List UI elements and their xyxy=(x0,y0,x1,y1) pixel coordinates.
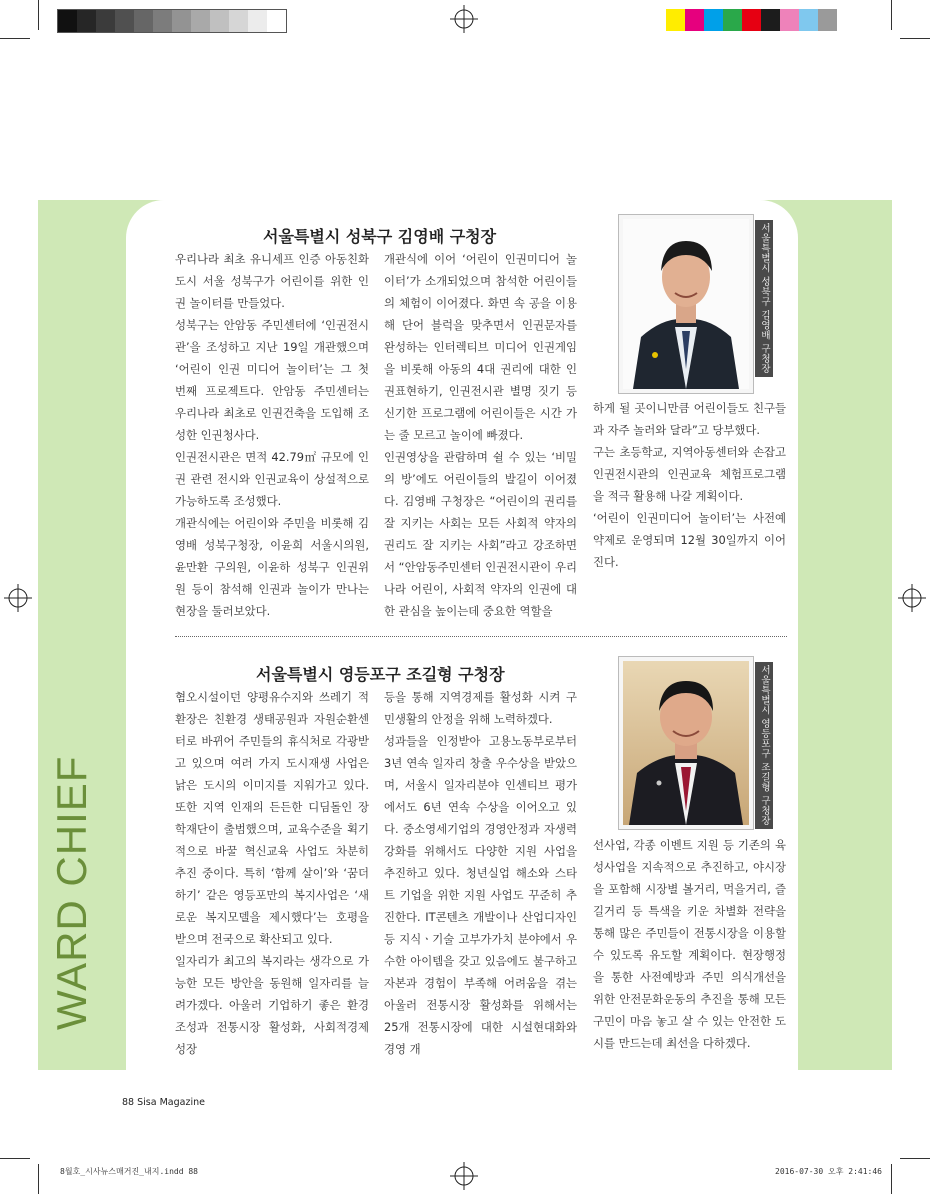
article1-heading: 서울특별시 성북구 김영배 구청장 xyxy=(263,227,497,246)
color-swatch xyxy=(742,9,761,31)
portrait-image xyxy=(623,219,749,389)
section-label: WARD CHIEF xyxy=(48,755,95,1030)
gray-swatch xyxy=(229,10,248,32)
process-color-bar xyxy=(666,9,837,31)
paragraph: 성북구는 안암동 주민센터에 ‘인권전시관’을 조성하고 지난 19일 개관했으며 ‘어린이 인권 미디어 놀이터’는 그 첫 번째 프로젝트다. 안암동 주민센터는 우리나라 최초로 인권건축을 도입해 조성한 인권청사다. xyxy=(175,318,369,442)
paragraph: 우리나라 최초 유니세프 인증 아동친화도시 서울 성북구가 어린이를 위한 인권 놀이터를 만들었다. xyxy=(175,252,369,310)
article2-photo-caption: 서울특별시 영등포구 조길형 구청장 xyxy=(755,662,773,829)
article1-photo xyxy=(618,214,754,394)
color-swatch xyxy=(666,9,685,31)
crop-mark xyxy=(900,1158,930,1159)
portrait-illustration-icon xyxy=(623,219,749,389)
article-divider xyxy=(175,636,787,637)
color-swatch xyxy=(704,9,723,31)
magazine-name: Sisa Magazine xyxy=(137,1097,205,1108)
article2-column-2 xyxy=(384,686,577,1060)
registration-mark-icon xyxy=(4,584,32,612)
registration-mark-icon xyxy=(450,1162,478,1190)
article2-heading: 서울특별시 영등포구 조길형 구청장 xyxy=(256,665,505,684)
crop-mark xyxy=(891,1164,892,1194)
portrait-illustration-icon xyxy=(623,661,749,825)
paragraph: 인권전시관은 면적 42.79㎡ 규모에 인권 관련 전시와 인권교육이 상설적으로 가능하도록 조성했다. xyxy=(175,450,369,508)
crop-mark xyxy=(0,1158,30,1159)
gray-swatch xyxy=(191,10,210,32)
gray-swatch xyxy=(172,10,191,32)
page-number: 88 xyxy=(122,1097,135,1108)
article2-column-1 xyxy=(175,686,369,1060)
gray-swatch xyxy=(58,10,77,32)
gray-swatch xyxy=(267,10,286,32)
article1-column-1 xyxy=(175,248,369,622)
crop-mark xyxy=(38,0,39,30)
paragraph: 구는 초등학교, 지역아동센터와 손잡고 인권전시관의 인권교육 체험프로그램을 적극 활용해 나갈 계획이다. xyxy=(593,445,786,503)
paragraph: ‘어린이 인권미디어 놀이터’는 사전예약제로 운영되며 12월 30일까지 이어진다. xyxy=(593,511,786,569)
article2-photo xyxy=(618,656,754,830)
gray-swatch xyxy=(134,10,153,32)
article1-column-2 xyxy=(384,248,577,622)
paragraph: 인권영상을 관람하며 쉴 수 있는 ‘비밀의 방’에도 어린이들의 발길이 이어졌다. 김영배 구청장은 “어린이의 권리를 잘 지키는 사회는 모든 사회적 약자의 권리도 잘 지키는 사회”라고 강조하면서 “안암동주민센터 인권전시관이 우리나라 어린이, 사회적 약자의 인권에 대한 관심을 높이는데 중요한 역할을 xyxy=(384,450,577,618)
gray-swatch xyxy=(77,10,96,32)
gray-swatch xyxy=(153,10,172,32)
color-swatch xyxy=(799,9,818,31)
crop-mark xyxy=(891,0,892,30)
crop-mark xyxy=(38,1164,39,1194)
color-swatch xyxy=(723,9,742,31)
crop-mark xyxy=(900,38,930,39)
paragraph: 성과들을 인정받아 고용노동부로부터 3년 연속 일자리 창출 우수상을 받았으며, 서울시 일자리분야 인센티브 평가에서도 6년 연속 수상을 이어오고 있다. 중소영세기업의 경영안정과 자생력 강화를 위해서도 다양한 지원 사업을 추진하고 있다. 청년실업 해소와 스타트 기업을 위한 지원 사업도 꾸준히 추진한다. IT콘텐츠 개발이나 산업디자인 등 지식ㆍ기술 고부가가치 분야에서 우수한 아이템을 갖고 있음에도 불구하고 자본과 경험이 부족해 어려움을 겪는 아울러 전통시장 활성화를 위해서는 25개 전통시장에 대한 시설현대화와 경영 개 xyxy=(384,734,577,1056)
gray-swatch xyxy=(115,10,134,32)
color-swatch xyxy=(761,9,780,31)
registration-mark-icon xyxy=(898,584,926,612)
color-swatch xyxy=(780,9,799,31)
page-footer xyxy=(122,1097,205,1108)
paragraph: 개관식에 이어 ‘어린이 인권미디어 놀이터’가 소개되었으며 참석한 어린이들의 체험이 이어졌다. 화면 속 공을 이용해 단어 블럭을 맞추면서 인권문자를 완성하는 인터렉티브 미디어 인권게임을 비롯해 아동의 4대 권리에 대한 인권표현하기, 인권전시관 별명 짓기 등 신기한 프로그램에 어린이들은 시간 가는 줄 모르고 놀이에 빠졌다. xyxy=(384,252,577,442)
registration-mark-icon xyxy=(450,5,478,33)
print-slug-file: 8월호_시사뉴스매거진_내지.indd 88 xyxy=(60,1167,198,1176)
paragraph: 일자리가 최고의 복지라는 생각으로 가능한 모든 방안을 동원해 일자리를 늘려가겠다. 아울러 기업하기 좋은 환경 조성과 전통시장 활성화, 사회적경제 성장 xyxy=(175,954,369,1056)
gray-swatch xyxy=(210,10,229,32)
color-swatch xyxy=(818,9,837,31)
crop-mark xyxy=(0,38,30,39)
grayscale-color-bar xyxy=(57,9,287,33)
gray-swatch xyxy=(96,10,115,32)
paragraph: 개관식에는 어린이와 주민을 비롯해 김영배 성북구청장, 이윤희 서울시의원, 윤만환 구의원, 이윤하 성북구 인권위원 등이 참석해 인권과 놀이가 만나는 현장을 둘러보았다. xyxy=(175,516,369,618)
color-swatch xyxy=(685,9,704,31)
paragraph: 혐오시설이던 양평유수지와 쓰레기 적환장은 친환경 생태공원과 자원순환센터로 바뀌어 주민들의 휴식처로 각광받고 있으며 여러 가지 도시재생 사업은 낡은 도시의 이미지를 지워가고 있다. 또한 지역 인재의 든든한 디딤돌인 장학재단이 출범했으며, 교육수준을 획기적으로 바꿀 혁신교육 사업도 차분히 추진 중이다. 특히 ‘함께 살이’와 ‘꿈더하기’ 같은 영등포만의 복지사업은 ‘새로운 복지모델을 제시했다’는 호평을 받으며 전국으로 확산되고 있다. xyxy=(175,690,369,946)
portrait-image xyxy=(623,661,749,825)
paragraph: 등을 통해 지역경제를 활성화 시켜 구민생활의 안정을 위해 노력하겠다. xyxy=(384,690,577,726)
article2-column-3 xyxy=(593,834,786,1054)
article1-column-3 xyxy=(593,397,786,573)
gray-swatch xyxy=(248,10,267,32)
print-slug-timestamp: 2016-07-30 오후 2:41:46 xyxy=(775,1167,882,1176)
article1-photo-caption: 서울특별시 성북구 김영배 구청장 xyxy=(755,220,773,377)
paragraph: 선사업, 각종 이벤트 지원 등 기존의 육성사업을 지속적으로 추진하고, 야시장을 포함해 시장별 볼거리, 먹을거리, 즐길거리 등 특색을 키운 차별화 전략을 통해 많은 주민들이 전통시장을 이용할 수 있도록 유도할 계획이다. 현장행정을 통한 사전예방과 주민 의식개선을 위한 안전문화운동의 추진을 통해 모든 구민이 마음 놓고 살 수 있는 안전한 도시를 만드는데 최선을 다하겠다. xyxy=(593,838,786,1050)
paragraph: 하게 될 곳이니만큼 어린이들도 친구들과 자주 놀러와 달라”고 당부했다. xyxy=(593,401,786,437)
